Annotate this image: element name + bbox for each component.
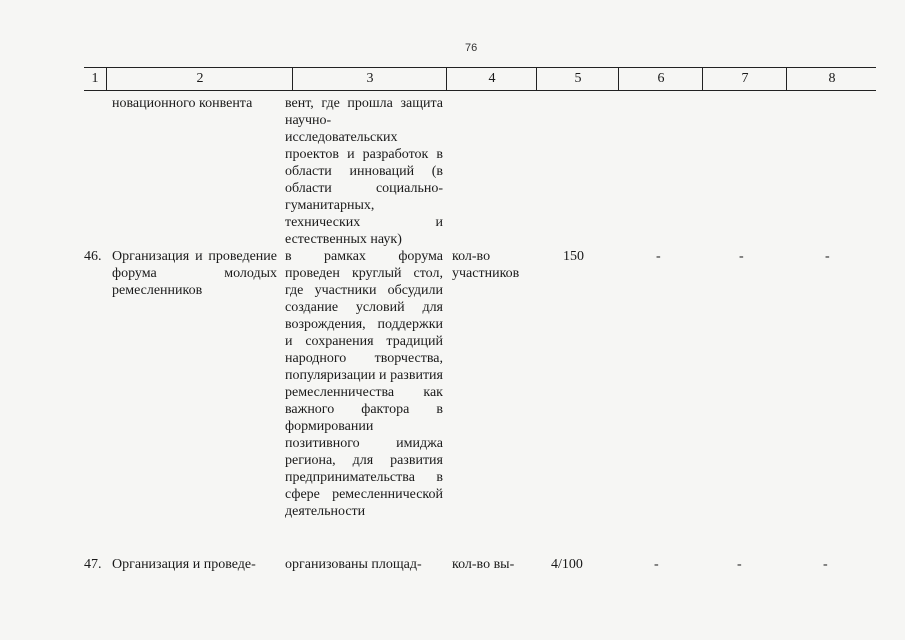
header-col-1: 1 <box>91 71 99 86</box>
row-col8: - <box>825 249 830 264</box>
row-description: в рамках форума проведен круглый стол, где участники обсудили создание условий для возрождения, поддержки и сохранения традиций народного творчества, популяризации и развития ремесленничества как важного фактора в формировании позитивного имиджа региона, для развития предпринимательства в сфере ремесленнической деятельности <box>285 249 443 519</box>
header-col-4: 4 <box>446 68 537 90</box>
row-number: 46. <box>84 249 102 264</box>
table-header <box>84 67 876 91</box>
row-col6: - <box>654 557 659 572</box>
row-name: Организация и проведение форума молодых ремесленников <box>112 249 277 298</box>
header-col-8: 8 <box>786 68 877 90</box>
header-col-5: 5 <box>536 68 619 90</box>
row-value: 150 <box>563 249 584 264</box>
header-col-3: 3 <box>292 68 447 90</box>
row-description: организованы площад- <box>285 557 422 572</box>
row-name: Организация и проведе- <box>112 557 256 572</box>
row-indicator: кол-во участников <box>452 249 520 281</box>
header-col-2: 2 <box>106 68 293 90</box>
header-col-6: 6 <box>618 68 703 90</box>
row-name: новационного конвента <box>112 96 253 111</box>
page-number: 76 <box>465 42 478 54</box>
row-col6: - <box>656 249 661 264</box>
row-col8: - <box>823 557 828 572</box>
row-indicator: кол-во вы- <box>452 557 515 572</box>
row-value: 4/100 <box>551 557 583 572</box>
row-number: 47. <box>84 557 102 572</box>
row-col7: - <box>737 557 742 572</box>
header-col-7: 7 <box>702 68 787 90</box>
row-description: вент, где прошла защита научно-исследовательских проектов и разработок в области инноваций (в области социально-гуманитарных, технических и естественных наук) <box>285 96 443 247</box>
row-col7: - <box>739 249 744 264</box>
